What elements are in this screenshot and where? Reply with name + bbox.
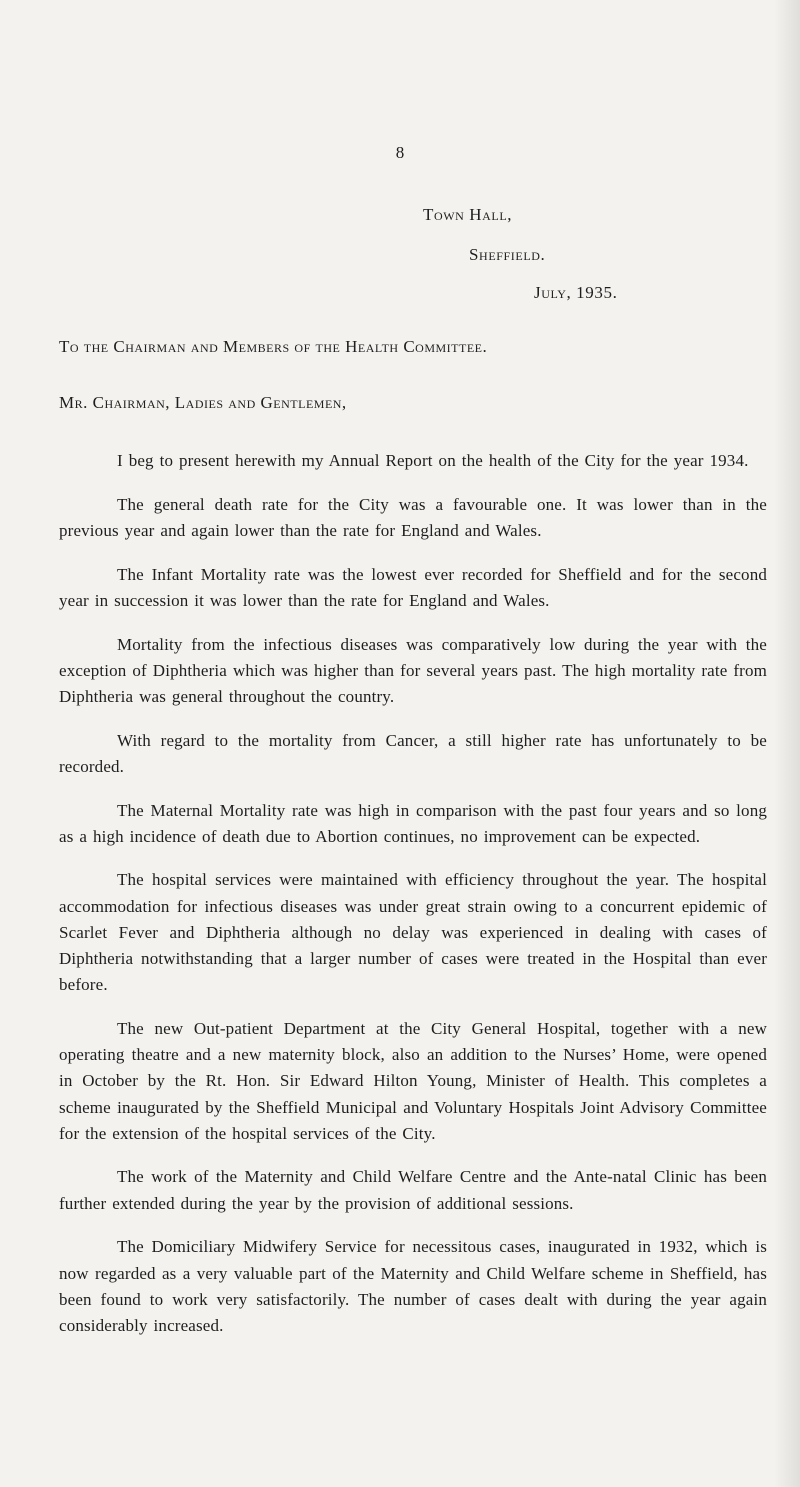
address-line-city: Sheffield. — [469, 245, 546, 264]
page-edge-shadow — [774, 0, 800, 1487]
paragraph-out-patient-department: The new Out-patient Department at the City General Hospital, together with a new operating theatre and a new maternity block, also an addition to the Nurses’ Home, were opened in October by the Rt. Hon. Sir Edward Hilton Young, Minister of Health. This completes a scheme inaugurated by the Sheffield Municipal and Voluntary Hospitals Joint Advisory Committee for the extension of the hospital services of the City. — [59, 1018, 767, 1143]
report-body — [59, 448, 767, 1357]
paragraph-death-rate: The general death rate for the City was a favourable one. It was lower than in the previous year and again lower than the rate for England and Wales. — [59, 494, 767, 540]
paragraph-maternal-mortality: The Maternal Mortality rate was high in comparison with the past four years and so long as a high incidence of death due to Abortion continues, no improvement can be expected. — [59, 800, 767, 846]
paragraph-hospital-services: The hospital services were maintained with efficiency throughout the year. The hospital accommodation for infectious diseases was under great strain owing to a concurrent epidemic of Scarlet Fever and Diphtheria although no delay was experienced in dealing with cases of Diphtheria notwithstanding that a larger number of cases were treated in the Hospital than ever before. — [59, 870, 767, 995]
page-number: 8 — [395, 143, 405, 162]
paragraph-intro: I beg to present herewith my Annual Report on the health of the City for the year 1934. — [117, 451, 749, 470]
paragraph-maternity-child-welfare: The work of the Maternity and Child Welfare Centre and the Ante-natal Clinic has been further extended during the year by the provision of additional sessions. — [59, 1167, 767, 1213]
greeting-line: Mr. Chairman, Ladies and Gentlemen, — [59, 393, 347, 412]
paragraph-infectious-diseases: Mortality from the infectious diseases was comparatively low during the year with the exception of Diphtheria which was higher than for several years past. The high mortality rate from Diphtheria was general throughout the country. — [59, 634, 767, 706]
paragraph-infant-mortality: The Infant Mortality rate was the lowest ever recorded for Sheffield and for the second year in succession it was lower than the rate for England and Wales. — [59, 564, 767, 610]
addressee-line: To the Chairman and Members of the Health Committee. — [59, 337, 488, 356]
letter-date: July, 1935. — [534, 283, 618, 302]
paragraph-cancer: With regard to the mortality from Cancer, a still higher rate has unfortunately to be recorded. — [59, 730, 767, 776]
address-line-town-hall: Town Hall, — [423, 205, 513, 224]
paragraph-domiciliary-midwifery: The Domiciliary Midwifery Service for necessitous cases, inaugurated in 1932, which is now regarded as a very valuable part of the Maternity and Child Welfare scheme in Sheffield, has been found to work very satisfactorily. The number of cases dealt with during the year again considerably increased. — [59, 1237, 767, 1335]
